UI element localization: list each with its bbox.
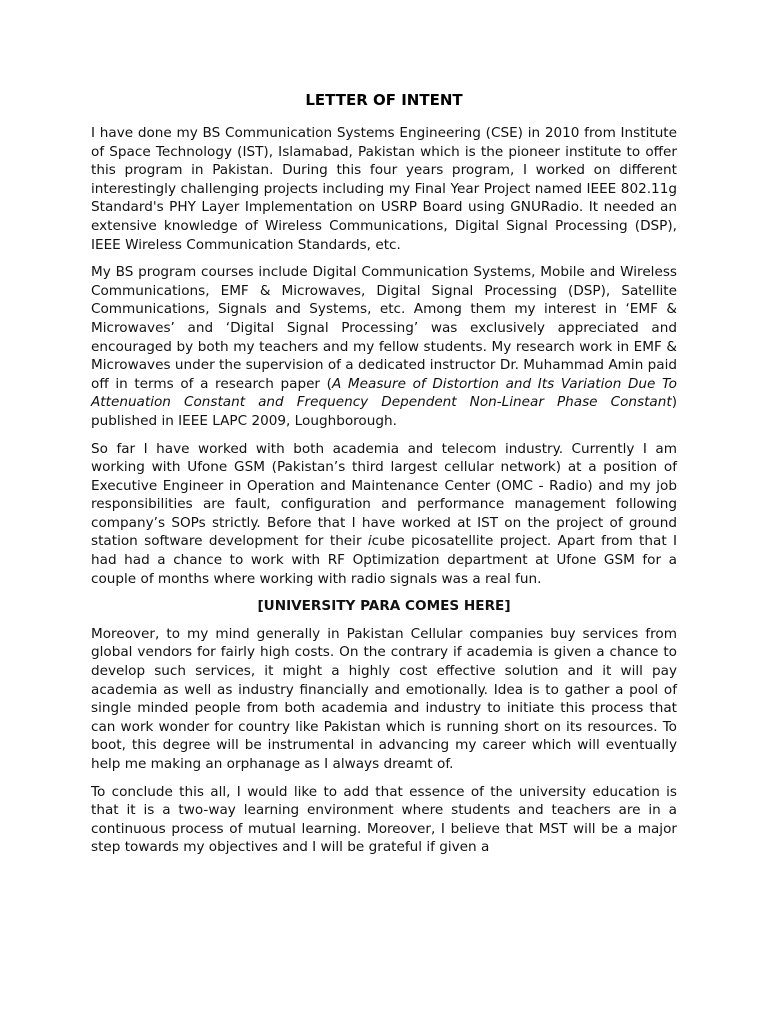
document-body xyxy=(91,0,677,857)
paragraph-experience-text: So far I have worked with both academia and telecom industry. Currently I am working with Ufone GSM (Pakistan’s third largest cellular network) at a position of Executive Engineer in Operation and Maintenance Center (OMC - Radio) and my job responsibilities are fault, configuration and performance management following company’s SOPs strictly. Before that I have worked at IST on the project of ground station software development for their xyxy=(91,440,677,550)
paragraph-motivation: Moreover, to my mind generally in Pakistan Cellular companies buy services from global vendors for fairly high costs. On the contrary if academia is given a chance to develop such services, it might a highly cost effective solution and it will pay academia as well as industry financially and emotionally. Idea is to gather a pool of single minded people from both academia and industry to initiate this process that can work wonder for country like Pakistan which is running short on its resources. To boot, this degree will be instrumental in advancing my career which will eventually help me making an orphanage as I always dreamt of. xyxy=(91,625,677,772)
paragraph-courses-text: My BS program courses include Digital Communication Systems, Mobile and Wireless Communications, EMF & Microwaves, Digital Signal Processing (DSP), Satellite Communications, Signals and Systems, etc. Among them my interest in ‘EMF & Microwaves’ and ‘Digital Signal Processing’ was exclusively appreciated and encouraged by both my teachers and my fellow students. My research work in EMF & Microwaves under the supervision of a dedicated instructor Dr. Muhammad Amin paid off in terms of a research paper ( xyxy=(91,264,677,392)
document-title: LETTER OF INTENT xyxy=(305,91,463,109)
university-placeholder: [UNIVERSITY PARA COMES HERE] xyxy=(257,598,511,615)
icube-prefix: i xyxy=(367,533,372,550)
paragraph-education: I have done my BS Communication Systems Engineering (CSE) in 2010 from Institute of Space Technology (IST), Islamabad, Pakistan which is the pioneer institute to offer this program in Pakistan. During this four years program, I worked on different interestingly challenging projects including my Final Year Project named IEEE 802.11g Standard's PHY Layer Implementation on USRP Board using GNURadio. It needed an extensive knowledge of Wireless Communications, Digital Signal Processing (DSP), IEEE Wireless Communication Standards, etc. xyxy=(91,125,677,253)
paragraph-experience-end: cube picosatellite project. Apart from that I had had a chance to work with RF Optimization department at Ufone GSM for a couple of months where working with radio signals was a real fun. xyxy=(91,533,677,587)
paragraph-courses xyxy=(91,263,677,430)
paragraph-courses-end: ) published in IEEE LAPC 2009, Loughborough. xyxy=(91,394,677,429)
research-paper-title: A Measure of Distortion and Its Variation Due To Attenuation Constant and Frequency Dependent Non-Linear Phase Constant xyxy=(91,375,677,411)
paragraph-conclusion: To conclude this all, I would like to add that essence of the university education is that it is a two-way learning environment where students and teachers are in a continuous process of mutual learning. Moreover, I believe that MST will be a major step towards my objectives and I will be grateful if given a xyxy=(91,783,677,856)
paragraph-experience xyxy=(91,440,677,589)
